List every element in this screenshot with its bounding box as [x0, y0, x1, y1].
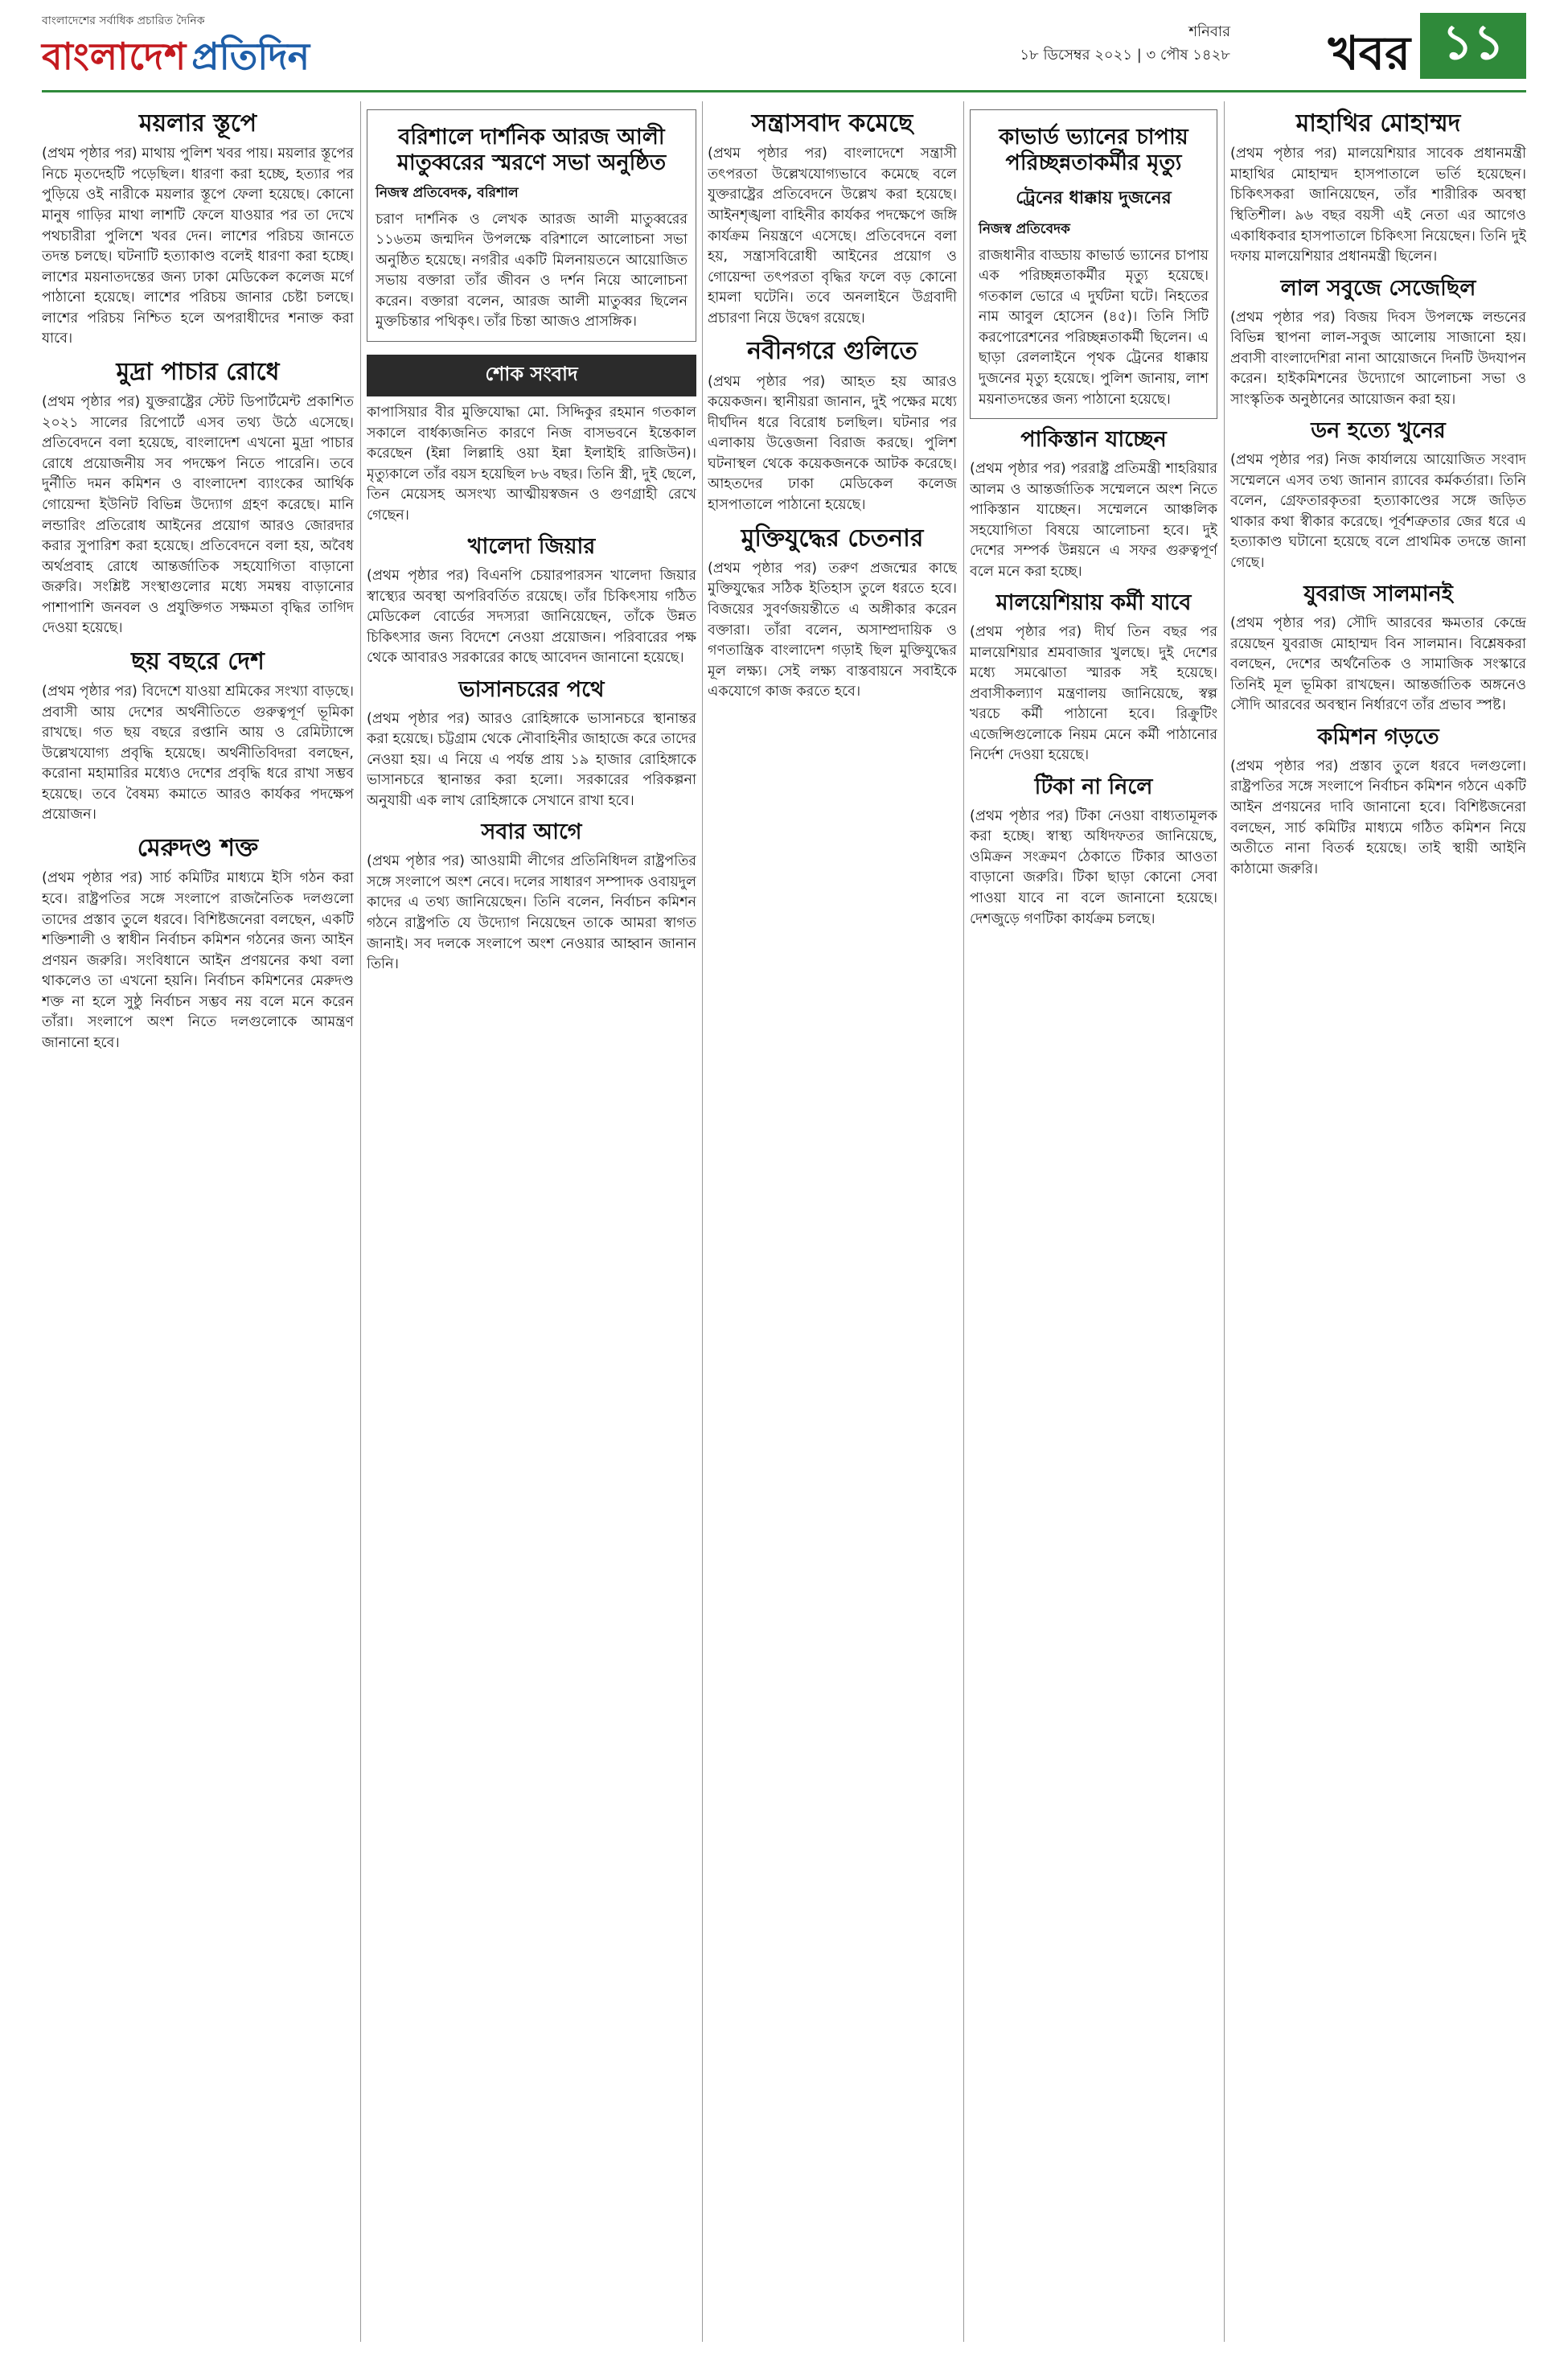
headline-aroj-ali[interactable]: বরিশালে দার্শনিক আরজ আলী মাতুব্বরের স্মরণে সভা অনুষ্ঠিত — [396, 125, 667, 175]
subheadline: ট্রেনের ধাক্কায় দুজনের — [1016, 187, 1172, 208]
article-box-barishal — [367, 109, 696, 342]
newspaper-logo[interactable] — [42, 26, 310, 90]
headline-bhasanchor[interactable]: ভাসানচরের পথে — [458, 676, 605, 702]
article-body: (প্রথম পৃষ্ঠার পর) টিকা নেওয়া বাধ্যতামূলক করা হচ্ছে। স্বাস্থ্য অধিদফতর জানিয়েছে, ওমিক্রন সংক্রমণ ঠেকাতে টিকার আওতা বাড়ানো জরুরি। টিকা ছাড়া কোনো সেবা পাওয়া যাবে না বলে জানানো হয়েছে। দেশজুড়ে গণটিকা কার্যক্রম চলছে। — [970, 807, 1217, 927]
headline-moylar-stupe[interactable]: ময়লার স্তূপে — [138, 109, 257, 138]
headline-muktijuddho[interactable]: মুক্তিযুদ্ধের চেতনার — [741, 524, 924, 552]
day-label: শনিবার — [1188, 23, 1230, 40]
masthead-tagline: বাংলাদেশের সর্বাধিক প্রচারিত দৈনিক — [42, 14, 205, 27]
headline-lal-sobuj[interactable]: লাল সবুজে সেজেছিল — [1280, 275, 1476, 301]
article-body: চরাণ দার্শনিক ও লেখক আরজ আলী মাতুব্বরের ১১৬তম জন্মদিন উপলক্ষে বরিশালে আলোচনা সভা অনুষ্ঠিত হয়েছে। নগরীর একটি মিলনায়তনে আয়োজিত সভায় বক্তারা তাঁর জীবন ও দর্শন নিয়ে আলোচনা করেন। বক্তারা বলেন, আরজ আলী মাতুব্বর ছিলেন মুক্তচিন্তার পথিকৃৎ। তাঁর চিন্তা আজও প্রাসঙ্গিক। — [376, 211, 688, 331]
article-body: (প্রথম পৃষ্ঠার পর) দীর্ঘ তিন বছর পর মালয়েশিয়ার শ্রমবাজার খুলছে। দুই দেশের মধ্যে সমঝোতা স্মারক সই হয়েছে। প্রবাসীকল্যাণ মন্ত্রণালয় জানিয়েছে, স্বল্প খরচে কর্মী পাঠানো হবে। রিক্রুটিং এজেন্সিগুলোকে নিয়ম মেনে কর্মী পাঠানোর নির্দেশ দেওয়া হয়েছে। — [970, 624, 1217, 764]
article-body: (প্রথম পৃষ্ঠার পর) বিএনপি চেয়ারপারসন খালেদা জিয়ার স্বাস্থ্যের অবস্থা অপরিবর্তিত রয়েছে। তাঁর চিকিৎসায় গঠিত মেডিকেল বোর্ডের সদস্যরা জানিয়েছেন, তাঁকে উন্নত চিকিৎসার জন্য বিদেশে নেওয়া প্রয়োজন। পরিবারের পক্ষ থেকে আবারও সরকারের কাছে আবেদন জানানো হয়েছে। — [367, 568, 696, 667]
section-title: খবর — [1328, 26, 1410, 80]
column-divider — [360, 101, 361, 2342]
column-2 — [367, 101, 696, 2342]
byline: নিজস্ব প্রতিবেদক, বরিশাল — [376, 184, 519, 201]
headline-commission[interactable]: কমিশন গড়তে — [1317, 725, 1439, 750]
article-body: (প্রথম পৃষ্ঠার পর) মালয়েশিয়ার সাবেক প্রধানমন্ত্রী মাহাথির মোহাম্মদ হাসপাতালে ভর্তি হয়েছেন। চিকিৎসকরা জানিয়েছেন, তাঁর শারীরিক অবস্থা স্থিতিশীল। ৯৬ বছর বয়সী এই নেতা এর আগেও একাধিকবার হাসপাতালে চিকিৎসা নিয়েছেন। তিনি দুই দফায় মালয়েশিয়ার প্রধানমন্ত্রী ছিলেন। — [1230, 146, 1526, 265]
column-1 — [42, 101, 354, 2342]
obituary-body: কাপাসিয়ার বীর মুক্তিযোদ্ধা মো. সিদ্দিকুর রহমান গতকাল সকালে বার্ধক্যজনিত কারণে নিজ বাসভবনে ইন্তেকাল করেছেন (ইন্না লিল্লাহি ওয়া ইন্না ইলাইহি রাজিউন)। মৃত্যুকালে তাঁর বয়স হয়েছিল ৮৬ বছর। তিনি স্ত্রী, দুই ছেলে, তিন মেয়েসহ অসংখ্য আত্মীয়স্বজন ও গুণগ্রাহী রেখে গেছেন। — [367, 405, 696, 524]
headline-merudondo[interactable]: মেরুদণ্ড শক্ত — [137, 834, 259, 863]
column-divider — [1224, 101, 1225, 2342]
article-body: (প্রথম পৃষ্ঠার পর) বিদেশে যাওয়া শ্রমিকের সংখ্যা বাড়ছে। প্রবাসী আয় দেশের অর্থনীতিতে গুরুত্বপূর্ণ ভূমিকা রাখছে। গত ছয় বছরে রপ্তানি আয় ও রেমিট্যান্সে উল্লেখযোগ্য প্রবৃদ্ধি হয়েছে। অর্থনীতিবিদরা বলছেন, করোনা মহামারির মধ্যেও দেশের প্রবৃদ্ধি ধরে রাখা সম্ভব হয়েছে। তবে বৈষম্য কমাতে আরও কার্যকর পদক্ষেপ প্রয়োজন। — [42, 684, 354, 824]
headline-pakistan[interactable]: পাকিস্তান যাচ্ছেন — [1020, 427, 1167, 453]
article-body: রাজধানীর বাড্ডায় কাভার্ড ভ্যানের চাপায় এক পরিচ্ছন্নতাকর্মীর মৃত্যু হয়েছে। গতকাল ভোরে এ দুর্ঘটনা ঘটে। নিহতের নাম আবুল হোসেন (৪৫)। তিনি সিটি করপোরেশনের পরিচ্ছন্নতাকর্মী ছিলেন। এ ছাড়া রেললাইনে পৃথক ট্রেনের ধাক্কায় দুজনের মৃত্যু হয়েছে। পুলিশ জানায়, লাশ ময়নাতদন্তের জন্য পাঠানো হয়েছে। — [979, 247, 1209, 408]
article-body: (প্রথম পৃষ্ঠার পর) তরুণ প্রজন্মের কাছে মুক্তিযুদ্ধের সঠিক ইতিহাস তুলে ধরতে হবে। বিজয়ের সুবর্ণজয়ন্তীতে এ অঙ্গীকার করেন বক্তারা। তাঁরা বলেন, অসাম্প্রদায়িক ও গণতান্ত্রিক বাংলাদেশ গড়াই ছিল মুক্তিযুদ্ধের মূল লক্ষ্য। সেই লক্ষ্য বাস্তবায়নে সবাইকে একযোগে কাজ করতে হবে। — [708, 560, 957, 700]
column-4 — [970, 101, 1217, 2342]
date-label: ১৮ ডিসেম্বর ২০২১ | ৩ পৌষ ১৪২৮ — [1020, 46, 1230, 64]
article-body: (প্রথম পৃষ্ঠার পর) সৌদি আরবের ক্ষমতার কেন্দ্রে রয়েছেন যুবরাজ মোহাম্মদ বিন সালমান। বিশ্লেষকরা বলছেন, দেশের অর্থনৈতিক ও সামাজিক সংস্কারে তিনিই মূল ভূমিকা রাখছেন। আন্তর্জাতিক অঙ্গনেও সৌদি আরবের অবস্থান নির্ধারণে তাঁর প্রভাব স্পষ্ট। — [1230, 615, 1526, 714]
headline-sobar-age[interactable]: সবার আগে — [481, 819, 582, 845]
column-5 — [1230, 101, 1526, 2342]
article-body: (প্রথম পৃষ্ঠার পর) বাংলাদেশে সন্ত্রাসী তৎপরতা উল্লেখযোগ্যভাবে কমেছে বলে যুক্তরাষ্ট্রের প্রতিবেদনে উল্লেখ করা হয়েছে। আইনশৃঙ্খলা বাহিনীর কার্যকর পদক্ষেপে জঙ্গি কার্যক্রম নিয়ন্ত্রণে এসেছে। প্রতিবেদনে বলা হয়, সন্ত্রাসবিরোধী আইনের প্রয়োগ ও গোয়েন্দা তৎপরতা বৃদ্ধির ফলে বড় কোনো হামলা ঘটেনি। তবে অনলাইনে উগ্রবাদী প্রচারণা নিয়ে উদ্বেগ রয়েছে। — [708, 146, 957, 327]
article-body: (প্রথম পৃষ্ঠার পর) পররাষ্ট্র প্রতিমন্ত্রী শাহরিয়ার আলম ও আন্তর্জাতিক সম্মেলনে অংশ নিতে পাকিস্তান যাচ্ছেন। সম্মেলনে আঞ্চলিক সহযোগিতা বিষয়ে আলোচনা হবে। দুই দেশের সম্পর্ক উন্নয়নে এ সফর গুরুত্বপূর্ণ বলে মনে করা হচ্ছে। — [970, 460, 1217, 580]
page-number-badge: ১১ — [1420, 13, 1526, 79]
headline-malaysia[interactable]: মালয়েশিয়ায় কর্মী যাবে — [995, 590, 1192, 616]
headline-covered-van[interactable]: কাভার্ড ভ্যানের চাপায় পরিচ্ছন্নতাকর্মীর মৃত্যু — [999, 125, 1188, 175]
header-rule — [42, 90, 1526, 92]
headline-jubaraj-salman[interactable]: যুবরাজ সালমানই — [1303, 581, 1453, 607]
article-body: (প্রথম পৃষ্ঠার পর) সার্চ কমিটির মাধ্যমে ইসি গঠন করা হবে। রাষ্ট্রপতির সঙ্গে সংলাপে রাজনৈতিক দলগুলো তাদের প্রস্তাব তুলে ধরবে। বিশিষ্টজনেরা বলছেন, একটি শক্তিশালী ও স্বাধীন নির্বাচন কমিশন গঠনের জন্য আইন প্রণয়ন জরুরি। সংবিধানে আইন প্রণয়নের কথা বলা থাকলেও তা এখনো হয়নি। নির্বাচন কমিশনের মেরুদণ্ড শক্ত না হলে সুষ্ঠু নির্বাচন সম্ভব নয় বলে মনে করেন তাঁরা। সংলাপে অংশ নিতে দলগুলোকে আমন্ত্রণ জানানো হবে। — [42, 870, 354, 1051]
headline-nabinagar[interactable]: নবীনগরে গুলিতে — [747, 337, 917, 366]
article-body: (প্রথম পৃষ্ঠার পর) আরও রোহিঙ্গাকে ভাসানচরে স্থানান্তর করা হয়েছে। চট্টগ্রাম থেকে নৌবাহিনীর জাহাজে করে তাদের নেওয়া হয়। এ নিয়ে এ পর্যন্ত প্রায় ১৯ হাজার রোহিঙ্গাকে ভাসানচরে স্থানান্তর করা হলো। সরকারের পরিকল্পনা অনুযায়ী এক লাখ রোহিঙ্গাকে সেখানে রাখা হবে। — [367, 710, 696, 809]
column-divider — [963, 101, 964, 2342]
byline: নিজস্ব প্রতিবেদক — [979, 220, 1070, 237]
logo-part-1: বাংলাদেশ — [42, 35, 187, 78]
article-box-covered-van — [970, 109, 1217, 419]
obituary-heading: শোক সংবাদ — [367, 355, 696, 396]
article-body: (প্রথম পৃষ্ঠার পর) যুক্তরাষ্ট্রের স্টেট ডিপার্টমেন্ট প্রকাশিত ২০২১ সালের রিপোর্টে এসব তথ্য উঠে এসেছে। প্রতিবেদনে বলা হয়েছে, বাংলাদেশ এখনো মুদ্রা পাচার রোধে প্রয়োজনীয় সব পদক্ষেপ নিতে পারেনি। তবে দুর্নীতি দমন কমিশন ও বাংলাদেশ ব্যাংকের আর্থিক গোয়েন্দা ইউনিট বিভিন্ন উদ্যোগ গ্রহণ করেছে। মানি লন্ডারিং প্রতিরোধ আইনের প্রয়োগ আরও জোরদার করার সুপারিশ করা হয়েছে। প্রতিবেদনে বলা হয়, অবৈধ অর্থপ্রবাহ রোধে আন্তর্জাতিক সহযোগিতা বাড়ানো জরুরি। সংশ্লিষ্ট সংস্থাগুলোর মধ্যে সমন্বয় বাড়ানোর পাশাপাশি জনবল ও প্রযুক্তিগত সক্ষমতা বৃদ্ধির তাগিদ দেওয়া হয়েছে। — [42, 394, 354, 637]
masthead — [0, 0, 1568, 95]
column-3 — [708, 101, 957, 2342]
column-divider — [702, 101, 703, 2342]
article-body: (প্রথম পৃষ্ঠার পর) মাথায় পুলিশ খবর পায়। ময়লার স্তূপের নিচে মৃতদেহটি পড়েছিল। ধারণা করা হচ্ছে, হত্যার পর পুড়িয়ে ওই নারীকে ময়লার স্তূপে ফেলা হয়েছে। কোনো মানুষ গাড়ির মাথা লাশটি ফেলে যাওয়ার পর তা দেখে পথচারীরা পুলিশে খবর দেন। লাশের পরিচয় জানতে তদন্ত চলছে। ঘটনাটি হত্যাকাণ্ড বলেই ধারণা করা হচ্ছে। লাশের ময়নাতদন্তের জন্য ঢাকা মেডিকেল কলেজ মর্গে পাঠানো হয়েছে। লাশের পরিচয় জানার চেষ্টা চলছে। লাশের পরিচয় নিশ্চিত হলে অপরাধীদের শনাক্ত করা যাবে। — [42, 146, 354, 347]
article-body: (প্রথম পৃষ্ঠার পর) নিজ কার্যালয়ে আয়োজিত সংবাদ সম্মেলনে এসব তথ্য জানান র‍্যাবের কর্মকর্তারা। তিনি বলেন, গ্রেফতারকৃতরা হত্যাকাণ্ডের সঙ্গে জড়িত থাকার কথা স্বীকার করেছে। পূর্বশত্রুতার জের ধরে এ হত্যাকাণ্ড ঘটানো হয়েছে বলে প্রাথমিক তদন্তে জানা গেছে। — [1230, 452, 1526, 571]
headline-mahathir[interactable]: মাহাথির মোহাম্মদ — [1295, 109, 1461, 138]
article-body: (প্রথম পৃষ্ঠার পর) বিজয় দিবস উপলক্ষে লন্ডনের বিভিন্ন স্থাপনা লাল-সবুজ আলোয় সাজানো হয়। প্রবাসী বাংলাদেশিরা নানা আয়োজনে দিনটি উদযাপন করেন। হাইকমিশনের উদ্যোগে আলোচনা সভা ও সাংস্কৃতিক অনুষ্ঠানের আয়োজন করা হয়। — [1230, 309, 1526, 408]
headline-sontrashbad[interactable]: সন্ত্রাসবাদ কমেছে — [751, 109, 913, 138]
headline-khaleda-zia[interactable]: খালেদা জিয়ার — [467, 534, 596, 560]
article-body: (প্রথম পৃষ্ঠার পর) আহত হয় আরও কয়েকজন। স্থানীয়রা জানান, দুই পক্ষের মধ্যে দীর্ঘদিন ধরে বিরোধ চলছিল। ঘটনার পর এলাকায় উত্তেজনা বিরাজ করছে। পুলিশ ঘটনাস্থল থেকে কয়েকজনকে আটক করেছে। আহতদের ঢাকা মেডিকেল কলেজ হাসপাতালে পাঠানো হয়েছে। — [708, 373, 957, 513]
dateline — [1020, 21, 1230, 68]
article-body: (প্রথম পৃষ্ঠার পর) প্রস্তাব তুলে ধরবে দলগুলো। রাষ্ট্রপতির সঙ্গে সংলাপে নির্বাচন কমিশন গঠনে একটি আইন প্রণয়নের দাবি জানানো হবে। বিশিষ্টজনেরা বলছেন, সার্চ কমিটির মাধ্যমে গঠিত কমিশন নিয়ে অতীতে নানা বিতর্ক হয়েছে। তাই স্থায়ী আইনি কাঠামো জরুরি। — [1230, 758, 1526, 877]
headline-mudra-pachar[interactable]: মুদ্রা পাচার রোধে — [116, 357, 280, 386]
article-body: (প্রথম পৃষ্ঠার পর) আওয়ামী লীগের প্রতিনিধিদল রাষ্ট্রপতির সঙ্গে সংলাপে অংশ নেবে। দলের সাধারণ সম্পাদক ওবায়দুল কাদের এ তথ্য জানিয়েছেন। তিনি বলেন, নির্বাচন কমিশন গঠনে রাষ্ট্রপতি যে উদ্যোগ নিয়েছেন তাকে আমরা স্বাগত জানাই। সব দলকে সংলাপে অংশ নেওয়ার আহ্বান জানান তিনি। — [367, 853, 696, 973]
headline-don-hotya[interactable]: ডন হত্যে খুনের — [1311, 418, 1446, 444]
headline-chhoy-bochore[interactable]: ছয় বছরে দেশ — [131, 647, 265, 676]
headline-tika[interactable]: টিকা না নিলে — [1034, 774, 1153, 799]
logo-part-2: প্রতিদিন — [191, 35, 310, 78]
